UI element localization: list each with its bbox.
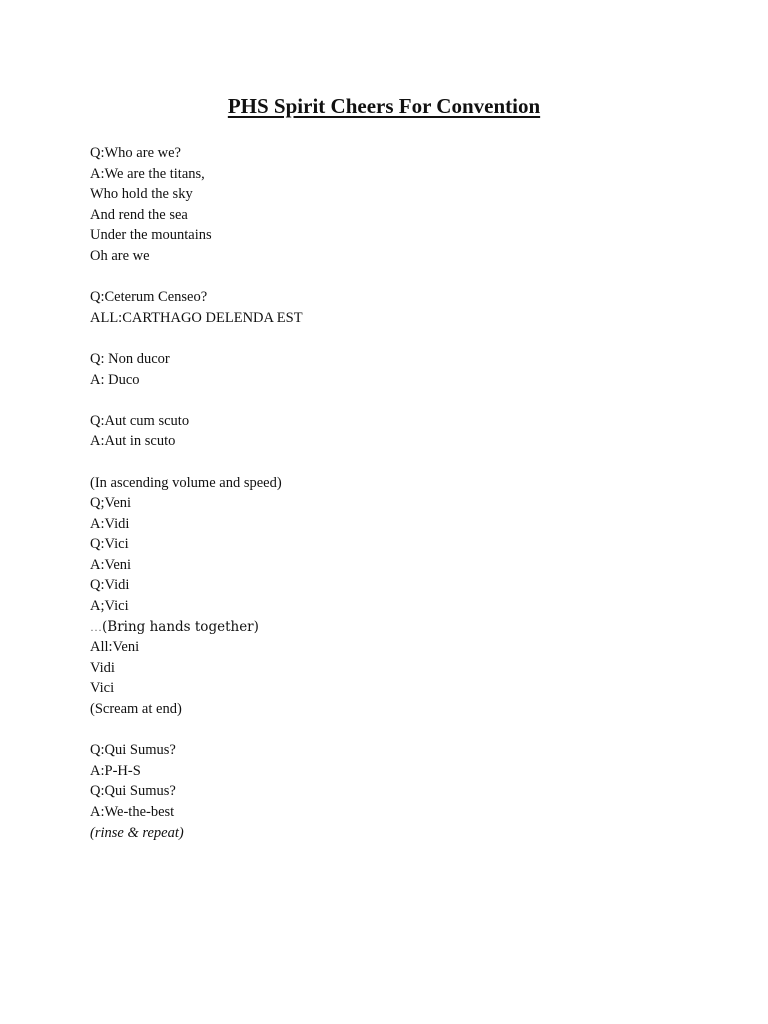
instruction-text: (Bring hands together) xyxy=(102,618,259,635)
cheer-line: (Scream at end) xyxy=(90,701,182,718)
cheer-line: A: Duco xyxy=(90,371,140,388)
cheer-line: Q:Qui Sumus? xyxy=(90,742,176,759)
cheer-line: Q;Veni xyxy=(90,495,132,512)
cheer-line: Under the mountains xyxy=(90,227,212,244)
cheer-line: ALL:CARTHAGO DELENDA EST xyxy=(90,309,303,326)
cheer-block-scuto xyxy=(90,411,690,452)
instruction-line xyxy=(90,617,690,638)
cheer-line: A:Veni xyxy=(90,556,132,573)
cheer-line: A:We are the titans, xyxy=(90,165,205,182)
cheer-block-veni-vidi-vici xyxy=(90,473,690,720)
cheer-line: A:We-the-best xyxy=(90,804,175,820)
cheer-line: Q:Who are we? xyxy=(90,145,181,161)
rinse-repeat-note: (rinse & repeat) xyxy=(90,824,184,841)
ellipsis-mark: … xyxy=(90,619,102,634)
cheers-body xyxy=(90,143,690,843)
cheer-line: Vici xyxy=(90,680,115,697)
cheer-line: (In ascending volume and speed) xyxy=(90,474,282,491)
block-spacer xyxy=(90,390,690,411)
cheer-line: And rend the sea xyxy=(90,206,188,223)
cheer-line: Q:Qui Sumus? xyxy=(90,783,176,800)
cheer-line: A;Vici xyxy=(90,598,129,615)
cheer-block-ducor xyxy=(90,349,690,390)
cheer-line: A:Vidi xyxy=(90,515,130,532)
document-title xyxy=(0,92,768,120)
cheer-line: A:P-H-S xyxy=(90,762,141,779)
cheer-line: Q: Non ducor xyxy=(90,350,170,367)
cheer-line: Q:Ceterum Censeo? xyxy=(90,289,208,306)
cheer-block-titans xyxy=(90,143,690,267)
block-spacer xyxy=(90,720,690,741)
cheer-line: Oh are we xyxy=(90,247,150,264)
cheer-block-carthago xyxy=(90,287,690,328)
block-spacer xyxy=(90,267,690,288)
cheer-line: Q:Vidi xyxy=(90,577,130,594)
cheer-line: All:Veni xyxy=(90,639,140,656)
cheer-line: Q:Vici xyxy=(90,536,129,553)
block-spacer xyxy=(90,328,690,349)
cheer-line: Q:Aut cum scuto xyxy=(90,412,190,429)
cheer-line: Vidi xyxy=(90,659,115,676)
cheer-line: Who hold the sky xyxy=(90,186,193,203)
cheer-block-qui-sumus xyxy=(90,740,690,843)
title-text: PHS Spirit Cheers For Convention xyxy=(227,94,541,118)
block-spacer xyxy=(90,452,690,473)
cheer-line: A:Aut in scuto xyxy=(90,433,176,450)
